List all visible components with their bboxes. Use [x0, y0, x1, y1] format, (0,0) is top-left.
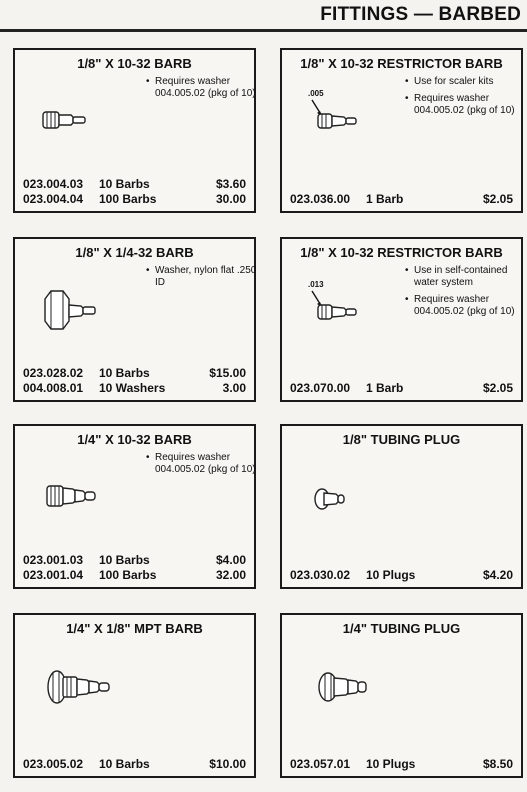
price: $15.00 [209, 366, 246, 380]
product-notes [145, 76, 257, 105]
product-note: • Requires washer 004.005.02 (pkg of 10) [404, 93, 522, 117]
order-row [290, 192, 513, 207]
orifice-size-label: .005 [308, 89, 324, 98]
order-row [23, 177, 246, 192]
product-title: 1/8" TUBING PLUG [342, 432, 461, 447]
order-table [290, 757, 513, 772]
product-card-1-4-tubing-plug [280, 613, 523, 778]
quantity: 10 Barbs [99, 177, 150, 191]
quantity: 10 Barbs [99, 553, 150, 567]
order-row [23, 366, 246, 381]
product-note: • Requires washer 004.005.02 (pkg of 10) [145, 76, 257, 100]
quantity: 1 Barb [366, 381, 404, 395]
price: 32.00 [215, 568, 246, 582]
part-number: 004.008.01 [23, 381, 84, 395]
order-row [290, 381, 513, 396]
product-notes [404, 265, 522, 323]
price: $4.00 [215, 553, 246, 567]
quantity: 1 Barb [366, 192, 404, 206]
part-number: 023.028.02 [23, 366, 84, 380]
part-number: 023.005.02 [23, 757, 84, 771]
order-row [23, 757, 246, 772]
quantity: 100 Barbs [99, 192, 157, 206]
order-table [23, 366, 246, 396]
part-number: 023.070.00 [290, 381, 351, 395]
tubing-plug-illustration [316, 667, 376, 707]
order-table [23, 177, 246, 207]
quantity: 10 Washers [99, 381, 166, 395]
product-title: 1/8" X 1/4-32 BARB [75, 245, 194, 260]
product-notes [145, 452, 257, 481]
product-card-restrictor-barb-005 [280, 48, 523, 213]
product-title: 1/4" X 1/8" MPT BARB [66, 621, 203, 636]
product-title: 1/8" X 10-32 BARB [77, 56, 192, 71]
product-card-1-4-10-32-barb [13, 424, 256, 589]
price: 3.00 [222, 381, 246, 395]
part-number: 023.030.02 [290, 568, 351, 582]
order-row [23, 553, 246, 568]
product-note: • Washer, nylon flat .250 ID [145, 265, 257, 289]
header-rule [0, 29, 527, 32]
product-title: 1/4" TUBING PLUG [342, 621, 461, 636]
barb-fitting-illustration [41, 104, 91, 136]
part-number: 023.057.01 [290, 757, 351, 771]
quantity: 100 Barbs [99, 568, 157, 582]
part-number: 023.001.03 [23, 553, 84, 567]
quantity: 10 Plugs [366, 568, 416, 582]
price: $3.60 [215, 177, 246, 191]
quantity: 10 Barbs [99, 757, 150, 771]
price: 30.00 [215, 192, 246, 206]
product-card-restrictor-barb-013 [280, 237, 523, 402]
product-card-1-8-tubing-plug [280, 424, 523, 589]
hex-barb-illustration [41, 287, 101, 333]
restrictor-barb-illustration [306, 289, 366, 329]
order-table [290, 568, 513, 583]
orifice-size-label: .013 [308, 280, 324, 289]
product-title: 1/8" X 10-32 RESTRICTOR BARB [300, 245, 503, 260]
product-notes [404, 76, 522, 122]
page-title: FITTINGS — BARBED [320, 4, 521, 25]
product-note: • Use in self-contained water system [404, 265, 522, 289]
barb-fitting-illustration [45, 478, 105, 514]
restrictor-barb-illustration [306, 98, 366, 138]
product-note: • Requires washer 004.005.02 (pkg of 10) [145, 452, 257, 476]
order-table [23, 553, 246, 583]
product-note: • Requires washer 004.005.02 (pkg of 10) [404, 294, 522, 318]
price: $2.05 [482, 192, 513, 206]
order-row [290, 568, 513, 583]
price: $8.50 [482, 757, 513, 771]
product-title: 1/4" X 10-32 BARB [77, 432, 192, 447]
price: $4.20 [482, 568, 513, 582]
product-card-1-4-1-8-mpt-barb [13, 613, 256, 778]
part-number: 023.036.00 [290, 192, 351, 206]
order-row [23, 192, 246, 207]
order-row [23, 568, 246, 583]
part-number: 023.004.03 [23, 177, 84, 191]
product-card-1-8-1-4-32-barb [13, 237, 256, 402]
product-notes [145, 265, 257, 294]
order-table [290, 381, 513, 396]
order-table [290, 192, 513, 207]
tubing-plug-illustration [312, 484, 352, 514]
quantity: 10 Barbs [99, 366, 150, 380]
quantity: 10 Plugs [366, 757, 416, 771]
product-title: 1/8" X 10-32 RESTRICTOR BARB [300, 56, 503, 71]
order-row [23, 381, 246, 396]
order-table [23, 757, 246, 772]
product-card-1-8-10-32-barb [13, 48, 256, 213]
order-row [290, 757, 513, 772]
price: $10.00 [209, 757, 246, 771]
part-number: 023.004.04 [23, 192, 84, 206]
product-note: • Use for scaler kits [404, 76, 522, 88]
mpt-barb-illustration [45, 663, 125, 711]
part-number: 023.001.04 [23, 568, 84, 582]
price: $2.05 [482, 381, 513, 395]
